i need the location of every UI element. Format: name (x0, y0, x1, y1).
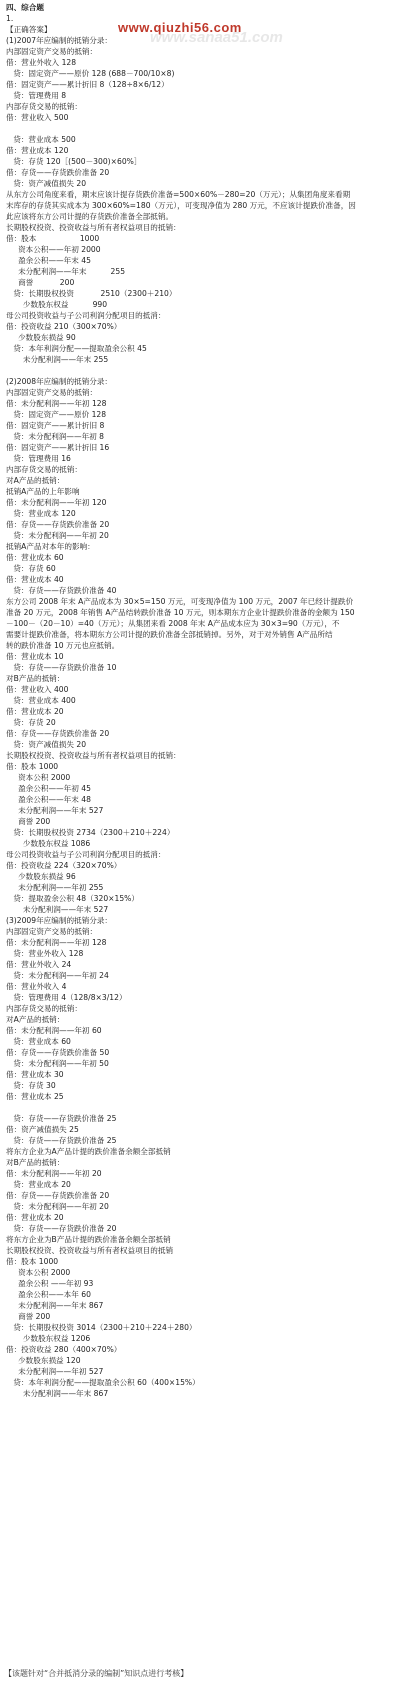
document-line: 借：股本 1000 (6, 762, 59, 771)
document-line: 少数股东权益 1206 (6, 1334, 91, 1343)
document-line: 贷：存货 30 (6, 1081, 56, 1090)
document-line: 对A产品的抵销： (6, 1015, 65, 1024)
document-line: 对B产品的抵销： (6, 1158, 65, 1167)
document-line: 内部存货交易的抵销： (6, 1004, 82, 1013)
document-line: 盈余公积——年末 45 (6, 256, 91, 265)
document-line: 长期股权投资、投资收益与所有者权益项目的抵销： (6, 751, 181, 760)
document-line: 盈余公积——年末 48 (6, 795, 91, 804)
document-line: 四、综合题 (6, 3, 44, 12)
document-line: 商誉 200 (6, 817, 51, 826)
document-line: 盈余公积 ——年初 93 (6, 1279, 94, 1288)
document-line: 贷：管理费用 4（128/8×3/12） (6, 993, 127, 1002)
document-line: 贷：存货 60 (6, 564, 56, 573)
document-line: 内部存货交易的抵销： (6, 465, 82, 474)
document-line: 未分配利润——年末 867 (6, 1389, 109, 1398)
document-line: 借：营业外收入 4 (6, 982, 67, 991)
document-line: 未分配利润——年末 527 (6, 806, 104, 815)
document-line: 借：营业收入 400 (6, 685, 69, 694)
document-line: 末库存的存货其实成本为 300×60%=180（万元），可变现净值为 280 万元，不应该计提跌价准备，因 (6, 201, 356, 210)
document-line: 贷：本年利润分配——提取盈余公积 60（400×15%） (6, 1378, 200, 1387)
document-line: 借：营业外收入 128 (6, 58, 77, 67)
document-line: 商誉 200 (6, 1312, 51, 1321)
document-line: 少数股东损益 90 (6, 333, 76, 342)
document-line: 借：营业成本 40 (6, 575, 64, 584)
document-line: 借：营业成本 10 (6, 652, 64, 661)
document-line: 资本公积 2000 (6, 1268, 71, 1277)
document-line: 借：营业成本 25 (6, 1092, 64, 1101)
document-line: 借：营业成本 60 (6, 553, 64, 562)
document-line: 借：存货——存货跌价准备 50 (6, 1048, 110, 1057)
document-line: 抵销A产品对本年的影响： (6, 542, 95, 551)
document-line: 将东方企业为A产品计提的跌价准备余额全部抵销 (6, 1147, 171, 1156)
document-line: 借：股本 1000 (6, 1257, 59, 1266)
document-line: 贷：固定资产——原价 128 (6, 410, 107, 419)
document-line: 借：存货——存货跌价准备 20 (6, 168, 110, 177)
document-line: 贷：资产减值损失 20 (6, 179, 87, 188)
document-line: 盈余公积——本年 60 (6, 1290, 91, 1299)
document-line: 贷：管理费用 16 (6, 454, 71, 463)
document-line: 资本公积 2000 (6, 773, 71, 782)
document-line: 借：未分配利润——年初 128 (6, 938, 107, 947)
document-line: 内部固定资产交易的抵销： (6, 47, 98, 56)
document-line: 贷：存货——存货跌价准备 25 (6, 1136, 117, 1145)
document-line: 贷：营业成本 120 (6, 509, 76, 518)
document-line: 借：营业外收入 24 (6, 960, 72, 969)
document-line: 借：固定资产——累计折旧 8（128÷8×6/12） (6, 80, 169, 89)
document-line: 借：股本 1000 (6, 234, 100, 243)
document-line: 借：存货——存货跌价准备 20 (6, 1191, 110, 1200)
document-line: (3)2009年应编制的抵销分录： (6, 916, 113, 925)
document-line: 未分配利润——年初 255 (6, 883, 104, 892)
document-line: 1. (6, 14, 14, 23)
document-line (6, 1102, 403, 1113)
document-line: 母公司投资收益与子公司利润分配项目的抵消： (6, 311, 166, 320)
document-line: 母公司投资收益与子公司利润分配项目的抵消： (6, 850, 166, 859)
document-line: 借：未分配利润——年初 60 (6, 1026, 102, 1035)
document-line: 抵销A产品的上年影响 (6, 487, 80, 496)
document-line: 资本公积——年初 2000 (6, 245, 101, 254)
document-line: 少数股东权益 990 (6, 300, 108, 309)
document-line: 借：未分配利润——年初 128 (6, 399, 107, 408)
document-line: 贷：本年利润分配——提取盈余公积 45 (6, 344, 147, 353)
watermark-ghost: www.sanaa51.com (150, 29, 283, 46)
document-line: 贷：未分配利润——年初 24 (6, 971, 109, 980)
watermark: www.qiuzhi56.com (118, 20, 242, 35)
document-line: 借：营业成本 20 (6, 1213, 64, 1222)
document-line: 借：未分配利润——年初 20 (6, 1169, 102, 1178)
document-line: 借：营业成本 20 (6, 707, 64, 716)
document-line: 转的跌价准备 10 万元也应抵销。 (6, 641, 120, 650)
document-line: 借：未分配利润——年初 120 (6, 498, 107, 507)
document-line: 贷：长期股权投资 3014（2300＋210＋224＋280） (6, 1323, 197, 1332)
document-line (6, 123, 403, 134)
footer-note: 【该题针对“合并抵消分录的编制”知识点进行考核】 (4, 1669, 189, 1678)
document-line: 贷：营业成本 60 (6, 1037, 71, 1046)
document-line: 贷：存货——存货跌价准备 25 (6, 1114, 117, 1123)
document-line: 借：投资收益 224（320×70%） (6, 861, 122, 870)
document-line: 对A产品的抵销： (6, 476, 65, 485)
document-line: 将东方企业为B产品计提的跌价准备余额全部抵销 (6, 1235, 171, 1244)
document-line: 未分配利润——年末 255 (6, 267, 126, 276)
document-line: 借：投资收益 280（400×70%） (6, 1345, 122, 1354)
document-line: 借：资产减值损失 25 (6, 1125, 79, 1134)
document-line: 长期股权投资、投资收益与所有者权益项目的抵销 (6, 1246, 174, 1255)
document-line: 长期股权投资、投资收益与所有者权益项目的抵销： (6, 223, 181, 232)
document-line: 借：营业成本 120 (6, 146, 69, 155)
document-line: 内部固定资产交易的抵销： (6, 388, 98, 397)
document-line: 盈余公积——年初 45 (6, 784, 91, 793)
document-line: 贷：营业外收入 128 (6, 949, 84, 958)
document-line: 未分配利润——年初 527 (6, 1367, 104, 1376)
document-line: 借：投资收益 210（300×70%） (6, 322, 122, 331)
document-line: 未分配利润——年末 527 (6, 905, 109, 914)
document-line: 贷：长期股权投资 2510（2300＋210） (6, 289, 177, 298)
document-line: 借：营业成本 30 (6, 1070, 64, 1079)
document-line: 贷：未分配利润——年初 20 (6, 531, 109, 540)
document-line: 【正确答案】 (6, 25, 52, 34)
document-line: 贷：营业成本 500 (6, 135, 76, 144)
document-line: 未分配利润——年末 867 (6, 1301, 104, 1310)
document-line: 需要计提跌价准备，将本期东方公司计提的跌价准备全部抵销掉。另外，对于对外销售 A产品所结 (6, 630, 333, 639)
document-line: 少数股东损益 96 (6, 872, 76, 881)
document-line: 贷：存货 120［(500－300)×60%］ (6, 157, 142, 166)
document-line: 贷：长期股权投资 2734（2300＋210＋224） (6, 828, 175, 837)
document-line: 贷：固定资产——原价 128 (688－700/10×8) (6, 69, 175, 78)
document-body (6, 2, 403, 1399)
document-line: 贷：存货 20 (6, 718, 56, 727)
document-line: 对B产品的抵销： (6, 674, 65, 683)
document-line: 少数股东权益 1086 (6, 839, 91, 848)
document-line: 借：营业收入 500 (6, 113, 69, 122)
document-line: 贷：未分配利润——年初 50 (6, 1059, 109, 1068)
document-line: 贷：提取盈余公积 48（320×15%） (6, 894, 139, 903)
document-line: 少数股东损益 120 (6, 1356, 81, 1365)
document-line: 贷：营业成本 400 (6, 696, 76, 705)
document-line: 借：固定资产——累计折旧 8 (6, 421, 105, 430)
document-line: －100－（20－10）=40（万元）；从集团来看 2008 年末 A产品成本应为 30×3=90（万元），不 (6, 619, 340, 628)
document-line (6, 365, 403, 376)
document-line: 贷：营业成本 20 (6, 1180, 71, 1189)
document-line: 贷：存货——存货跌价准备 20 (6, 1224, 117, 1233)
document-line: 未分配利润——年末 255 (6, 355, 109, 364)
document-line: 借：固定资产——累计折旧 16 (6, 443, 110, 452)
document-line: 贷：存货——存货跌价准备 10 (6, 663, 117, 672)
document-line: 借：存货——存货跌价准备 20 (6, 729, 110, 738)
document-line: 贷：未分配利润——年初 8 (6, 432, 105, 441)
document-line: 从东方公司角度来看，期末应该计提存货跌价准备=500×60%－280=20（万元）；从集团角度来看期 (6, 190, 351, 199)
document-line: 内部存货交易的抵销： (6, 102, 82, 111)
document-line: 内部固定资产交易的抵销： (6, 927, 98, 936)
document-line: 商誉 200 (6, 278, 75, 287)
document-line: 东方公司 2008 年末 A产品成本为 30×5=150 万元，可变现净值为 100 万元，2007 年已经计提跌价 (6, 597, 354, 606)
document-line: 贷：存货——存货跌价准备 40 (6, 586, 117, 595)
document-line: (2)2008年应编制的抵销分录： (6, 377, 113, 386)
document-line: 准备 20 万元，2008 年销售 A产品结转跌价准备 10 万元，则本期东方企业计提跌价准备的金额为 150 (6, 608, 355, 617)
document-line: 借：存货——存货跌价准备 20 (6, 520, 110, 529)
document-line: 贷：资产减值损失 20 (6, 740, 87, 749)
document-line: 贷：管理费用 8 (6, 91, 67, 100)
document-line: 贷：未分配利润——年初 20 (6, 1202, 109, 1211)
document-line: 此应该将东方公司计提的存货跌价准备全部抵销。 (6, 212, 174, 221)
document-line: (1)2007年应编制的抵销分录： (6, 36, 113, 45)
